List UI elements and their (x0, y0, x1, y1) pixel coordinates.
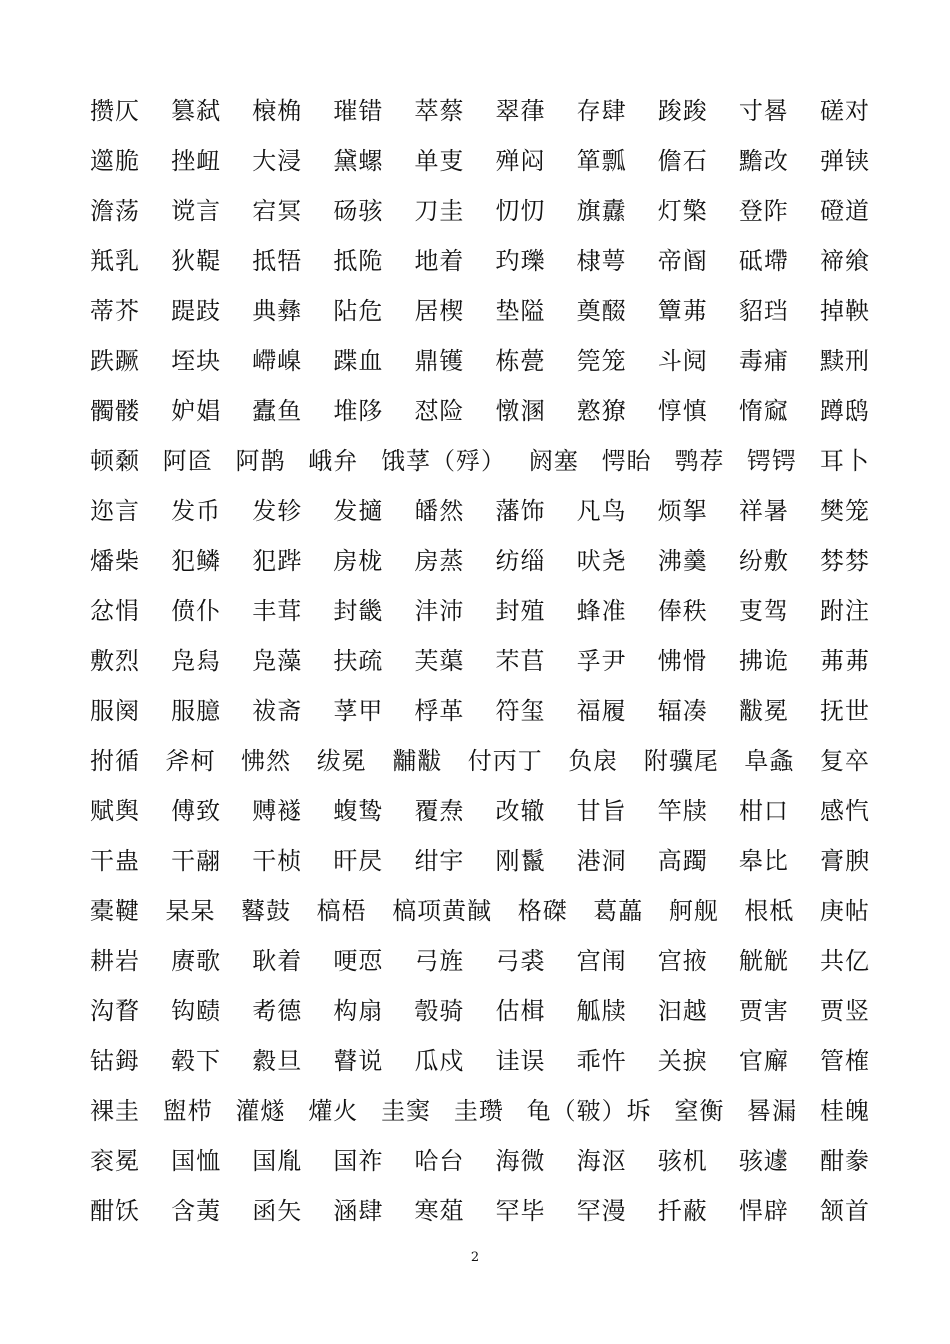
term-item: 国胤 (252, 1147, 303, 1175)
term-item: 登阼 (738, 197, 789, 225)
term-item: 刀圭 (414, 197, 465, 225)
term-item: 发擿 (333, 497, 384, 525)
term-item: 宕冥 (252, 197, 303, 225)
term-row (90, 1086, 870, 1136)
term-item: 砀骇 (333, 197, 384, 225)
term-item: 奠醊 (576, 297, 627, 325)
term-row (90, 686, 870, 736)
term-item: 皋比 (738, 847, 789, 875)
term-item: 发币 (171, 497, 222, 525)
term-item: 瓜戍 (414, 1047, 465, 1075)
term-item: 衮冕 (90, 1147, 140, 1175)
term-item: 簟茀 (657, 297, 708, 325)
term-item: 高躅 (657, 847, 708, 875)
term-item: 遾脆 (90, 147, 140, 175)
term-item: 惰窳 (738, 397, 789, 425)
term-item: 忿悁 (90, 597, 140, 625)
term-item: 髑髅 (90, 397, 140, 425)
term-item: 罕漫 (576, 1197, 627, 1225)
term-item: 改辙 (495, 797, 546, 825)
term-item: 哈台 (414, 1147, 465, 1175)
term-item: 桴革 (414, 697, 465, 725)
term-item: 垫隘 (495, 297, 546, 325)
term-item: 饿莩（殍） (381, 447, 507, 475)
term-row (90, 286, 870, 336)
term-item: 辐凑 (657, 697, 708, 725)
term-item: 阿匼 (162, 447, 213, 475)
term-item: 磋对 (819, 97, 870, 125)
term-item: 覆焘 (414, 797, 465, 825)
term-item: 弓旌 (414, 947, 465, 975)
term-item: 房栊 (333, 547, 384, 575)
term-item: 柑口 (738, 797, 789, 825)
term-item: 港洞 (576, 847, 627, 875)
term-item: 黛螺 (333, 147, 384, 175)
term-item: 挫衄 (171, 147, 222, 175)
page-number: 2 (470, 1250, 480, 1265)
term-item: 拂诡 (738, 647, 789, 675)
term-item: 阏塞 (528, 447, 579, 475)
term-item: 沣沛 (414, 597, 465, 625)
term-item: 发轸 (252, 497, 303, 525)
term-item: 芙蕖 (414, 647, 465, 675)
term-item: 狄鞮 (171, 247, 222, 275)
term-item: 縠旦 (252, 1047, 303, 1075)
term-item: 服阕 (90, 697, 140, 725)
term-item: 黼黻 (392, 747, 443, 775)
term-item: 黩刑 (819, 347, 870, 375)
term-item: 俸秩 (657, 597, 708, 625)
term-item: 圭窦 (381, 1097, 432, 1125)
term-item: 犯鳞 (171, 547, 222, 575)
term-item: 服臆 (171, 697, 222, 725)
term-item: 踆踆 (657, 97, 708, 125)
term-item: 附骥尾 (643, 747, 719, 775)
term-row (90, 486, 870, 536)
term-item: 觚牍 (576, 997, 627, 1025)
term-item: 帝阍 (657, 247, 708, 275)
term-item: 钴鉧 (90, 1047, 140, 1075)
term-item: 蒂芥 (90, 297, 140, 325)
term-item: 扦蔽 (657, 1197, 708, 1225)
term-item: 赋舆 (90, 797, 140, 825)
term-item: 桂魄 (819, 1097, 870, 1125)
term-item: 敷烈 (90, 647, 140, 675)
term-item: 蹀血 (333, 347, 384, 375)
term-item: 榱桷 (252, 97, 303, 125)
term-item: 抚世 (819, 697, 870, 725)
term-item: 瞽说 (333, 1047, 384, 1075)
term-item: 悍辟 (738, 1197, 789, 1225)
term-item: 阽危 (333, 297, 384, 325)
term-item: 爟火 (308, 1097, 359, 1125)
term-item: 藩饰 (495, 497, 546, 525)
term-row (90, 936, 870, 986)
term-item: 扶疏 (333, 647, 384, 675)
term-row (90, 986, 870, 1036)
term-item: 干桢 (252, 847, 303, 875)
term-item: 宫闱 (576, 947, 627, 975)
term-item: 踶跂 (171, 297, 222, 325)
term-item: 涵肆 (333, 1197, 384, 1225)
term-item: 傅致 (171, 797, 222, 825)
term-item: 祥暑 (738, 497, 789, 525)
term-item: 凡鸟 (576, 497, 627, 525)
term-item: 蜂准 (576, 597, 627, 625)
term-item: 符玺 (495, 697, 546, 725)
term-item: 骇遽 (738, 1147, 789, 1175)
term-item: 翠葎 (495, 97, 546, 125)
term-item: 绂冕 (316, 747, 367, 775)
term-item: 海沤 (576, 1147, 627, 1175)
term-item: 黵改 (738, 147, 789, 175)
term-item: 磴道 (819, 197, 870, 225)
term-item: 筦笼 (576, 347, 627, 375)
term-row (90, 86, 870, 136)
term-row (90, 836, 870, 886)
term-list (90, 86, 870, 1236)
term-item: 格磔 (517, 897, 568, 925)
term-item: 殚闷 (495, 147, 546, 175)
term-item: 顿颡 (90, 447, 140, 475)
term-item: 抵陒 (333, 247, 384, 275)
term-item: 地着 (414, 247, 465, 275)
term-item: 沟瞀 (90, 997, 140, 1025)
term-row (90, 636, 870, 686)
term-item: 玓瓅 (495, 247, 546, 275)
term-item: 圭瓒 (453, 1097, 504, 1125)
term-item: 犯跸 (252, 547, 303, 575)
term-item: 堆陊 (333, 397, 384, 425)
term-item: 含荑 (171, 1197, 222, 1225)
term-item: 酣饫 (90, 1197, 140, 1225)
term-item: 宫掖 (657, 947, 708, 975)
term-item: 存肆 (576, 97, 627, 125)
term-item: 斧柯 (165, 747, 216, 775)
term-item: 汩越 (657, 997, 708, 1025)
term-item: 盥栉 (162, 1097, 213, 1125)
term-item: 妒娼 (171, 397, 222, 425)
term-item: 居楔 (414, 297, 465, 325)
term-item: 罕毕 (495, 1197, 546, 1225)
term-item: 蹲鸱 (819, 397, 870, 425)
term-item: 栋甍 (495, 347, 546, 375)
term-item: 禘飨 (819, 247, 870, 275)
term-row (90, 1186, 870, 1236)
term-item: 关捩 (657, 1047, 708, 1075)
term-row (90, 336, 870, 386)
term-item: 龟（皲）坼 (526, 1097, 652, 1125)
term-item: 毂下 (171, 1047, 222, 1075)
term-item: 棣萼 (576, 247, 627, 275)
term-item: 庚帖 (819, 897, 870, 925)
term-item: 付丙丁 (467, 747, 543, 775)
term-row (90, 386, 870, 436)
term-item: 橐鞬 (90, 897, 140, 925)
term-row (90, 1036, 870, 1086)
term-item: 丰茸 (252, 597, 303, 625)
term-item: 海微 (495, 1147, 546, 1175)
term-item: 攒仄 (90, 97, 140, 125)
term-item: 凫舄 (171, 647, 222, 675)
term-item: 管榷 (819, 1047, 870, 1075)
term-item: 乖忤 (576, 1047, 627, 1075)
term-item: 窒衡 (674, 1097, 725, 1125)
term-row (90, 136, 870, 186)
term-item: 鼛鼓 (241, 897, 292, 925)
term-item: 吠尧 (576, 547, 627, 575)
term-item: 灯檠 (657, 197, 708, 225)
term-item: 葛藟 (593, 897, 644, 925)
term-item: 抵牾 (252, 247, 303, 275)
term-item: 阜螽 (744, 747, 795, 775)
term-item: 跗注 (819, 597, 870, 625)
term-item: 单叓 (414, 147, 465, 175)
term-item: 箪瓢 (576, 147, 627, 175)
term-item: 竿牍 (657, 797, 708, 825)
term-item: 鼎镬 (414, 347, 465, 375)
term-item: 国祚 (333, 1147, 384, 1175)
term-item: 彀骑 (414, 997, 465, 1025)
term-item: 忉忉 (495, 197, 546, 225)
term-item: 儋石 (657, 147, 708, 175)
term-item: 觥觥 (738, 947, 789, 975)
term-item: 房蒸 (414, 547, 465, 575)
term-item: 寸晷 (738, 97, 789, 125)
term-item: 叓驾 (738, 597, 789, 625)
term-item: 怼险 (414, 397, 465, 425)
term-item: 感忾 (819, 797, 870, 825)
term-row (90, 1136, 870, 1186)
term-item: 耇德 (252, 997, 303, 1025)
term-item: 愕眙 (601, 447, 652, 475)
term-item: 哽恧 (333, 947, 384, 975)
term-item: 构扇 (333, 997, 384, 1025)
term-item: 干翮 (171, 847, 222, 875)
term-item: 贾竖 (819, 997, 870, 1025)
term-item: 黻冕 (738, 697, 789, 725)
term-item: 刚鬣 (495, 847, 546, 875)
term-item: 国恤 (171, 1147, 222, 1175)
term-item: 憞溷 (495, 397, 546, 425)
term-item: 钩赜 (171, 997, 222, 1025)
term-item: 纷敷 (738, 547, 789, 575)
term-item: 弓裘 (495, 947, 546, 975)
term-item: 怫然 (241, 747, 292, 775)
term-item: 官廨 (738, 1047, 789, 1075)
term-item: 诖误 (495, 1047, 546, 1075)
term-item: 掉鞅 (819, 297, 870, 325)
term-item: 憝獠 (576, 397, 627, 425)
term-item: 拊循 (90, 747, 140, 775)
term-row (90, 586, 870, 636)
term-item: 负扆 (568, 747, 619, 775)
term-item: 晷漏 (747, 1097, 798, 1125)
term-item: 惇慎 (657, 397, 708, 425)
term-item: 共亿 (819, 947, 870, 975)
term-row (90, 436, 870, 486)
term-item: 樊笼 (819, 497, 870, 525)
term-item: 纺缁 (495, 547, 546, 575)
term-item: 耿着 (252, 947, 303, 975)
term-item: 赓歌 (171, 947, 222, 975)
term-item: 凫藻 (252, 647, 303, 675)
term-item: 贾害 (738, 997, 789, 1025)
term-item: 毒痡 (738, 347, 789, 375)
term-item: 耕岩 (90, 947, 140, 975)
term-item: 怫愲 (657, 647, 708, 675)
term-item: 阿鹊 (235, 447, 286, 475)
term-item: 萃蔡 (414, 97, 465, 125)
term-item: 甘旨 (576, 797, 627, 825)
term-item: 膏腴 (819, 847, 870, 875)
term-item: 貂珰 (738, 297, 789, 325)
term-item: 舸舰 (668, 897, 719, 925)
term-item: 大浸 (252, 147, 303, 175)
term-item: 迩言 (90, 497, 140, 525)
term-item: 篡弑 (171, 97, 222, 125)
term-item: 估楫 (495, 997, 546, 1025)
term-item: 赙襚 (252, 797, 303, 825)
term-item: 璀错 (333, 97, 384, 125)
term-item: 燔柴 (90, 547, 140, 575)
term-row (90, 736, 870, 786)
term-item: 封畿 (333, 597, 384, 625)
term-item: 烦挐 (657, 497, 708, 525)
term-item: 函矢 (252, 1197, 303, 1225)
term-item: 蠹鱼 (252, 397, 303, 425)
term-item: 根柢 (744, 897, 795, 925)
term-item: 垤块 (171, 347, 222, 375)
term-item: 耳卜 (819, 447, 870, 475)
term-row (90, 536, 870, 586)
term-row (90, 186, 870, 236)
term-item: 祓斋 (252, 697, 303, 725)
term-item: 羝乳 (90, 247, 140, 275)
term-item: 偾仆 (171, 597, 222, 625)
term-item: 旰昃 (333, 847, 384, 875)
term-item: 芣苢 (495, 647, 546, 675)
term-item: 裸圭 (90, 1097, 140, 1125)
term-item: 绀宇 (414, 847, 465, 875)
term-item: 干蛊 (90, 847, 140, 875)
term-item: 杲杲 (165, 897, 216, 925)
term-item: 颔首 (819, 1197, 870, 1225)
term-item: 封殖 (495, 597, 546, 625)
term-item: 弹铗 (819, 147, 870, 175)
term-item: 福履 (576, 697, 627, 725)
term-item: 嵽嵲 (252, 347, 303, 375)
term-item: 旗纛 (576, 197, 627, 225)
term-item: 骇机 (657, 1147, 708, 1175)
term-item: 皤然 (414, 497, 465, 525)
term-item: 寒葅 (414, 1197, 465, 1225)
term-item: 茀茀 (819, 647, 870, 675)
term-item: 斗阋 (657, 347, 708, 375)
term-item: 锷锷 (747, 447, 798, 475)
term-item: 酣豢 (819, 1147, 870, 1175)
term-item: 棼棼 (819, 547, 870, 575)
term-item: 槁项黄馘 (392, 897, 493, 925)
term-item: 砥墆 (738, 247, 789, 275)
term-item: 灌燧 (235, 1097, 286, 1125)
term-row (90, 236, 870, 286)
term-item: 鹗荐 (674, 447, 725, 475)
term-item: 槁梧 (316, 897, 367, 925)
term-row (90, 786, 870, 836)
term-item: 孚尹 (576, 647, 627, 675)
term-row (90, 886, 870, 936)
term-item: 沸羹 (657, 547, 708, 575)
term-item: 典彝 (252, 297, 303, 325)
term-item: 蝮鸷 (333, 797, 384, 825)
term-item: 莩甲 (333, 697, 384, 725)
term-item: 谠言 (171, 197, 222, 225)
term-item: 复卒 (819, 747, 870, 775)
term-item: 澹荡 (90, 197, 140, 225)
term-item: 跌蹶 (90, 347, 140, 375)
term-item: 峨弁 (308, 447, 359, 475)
